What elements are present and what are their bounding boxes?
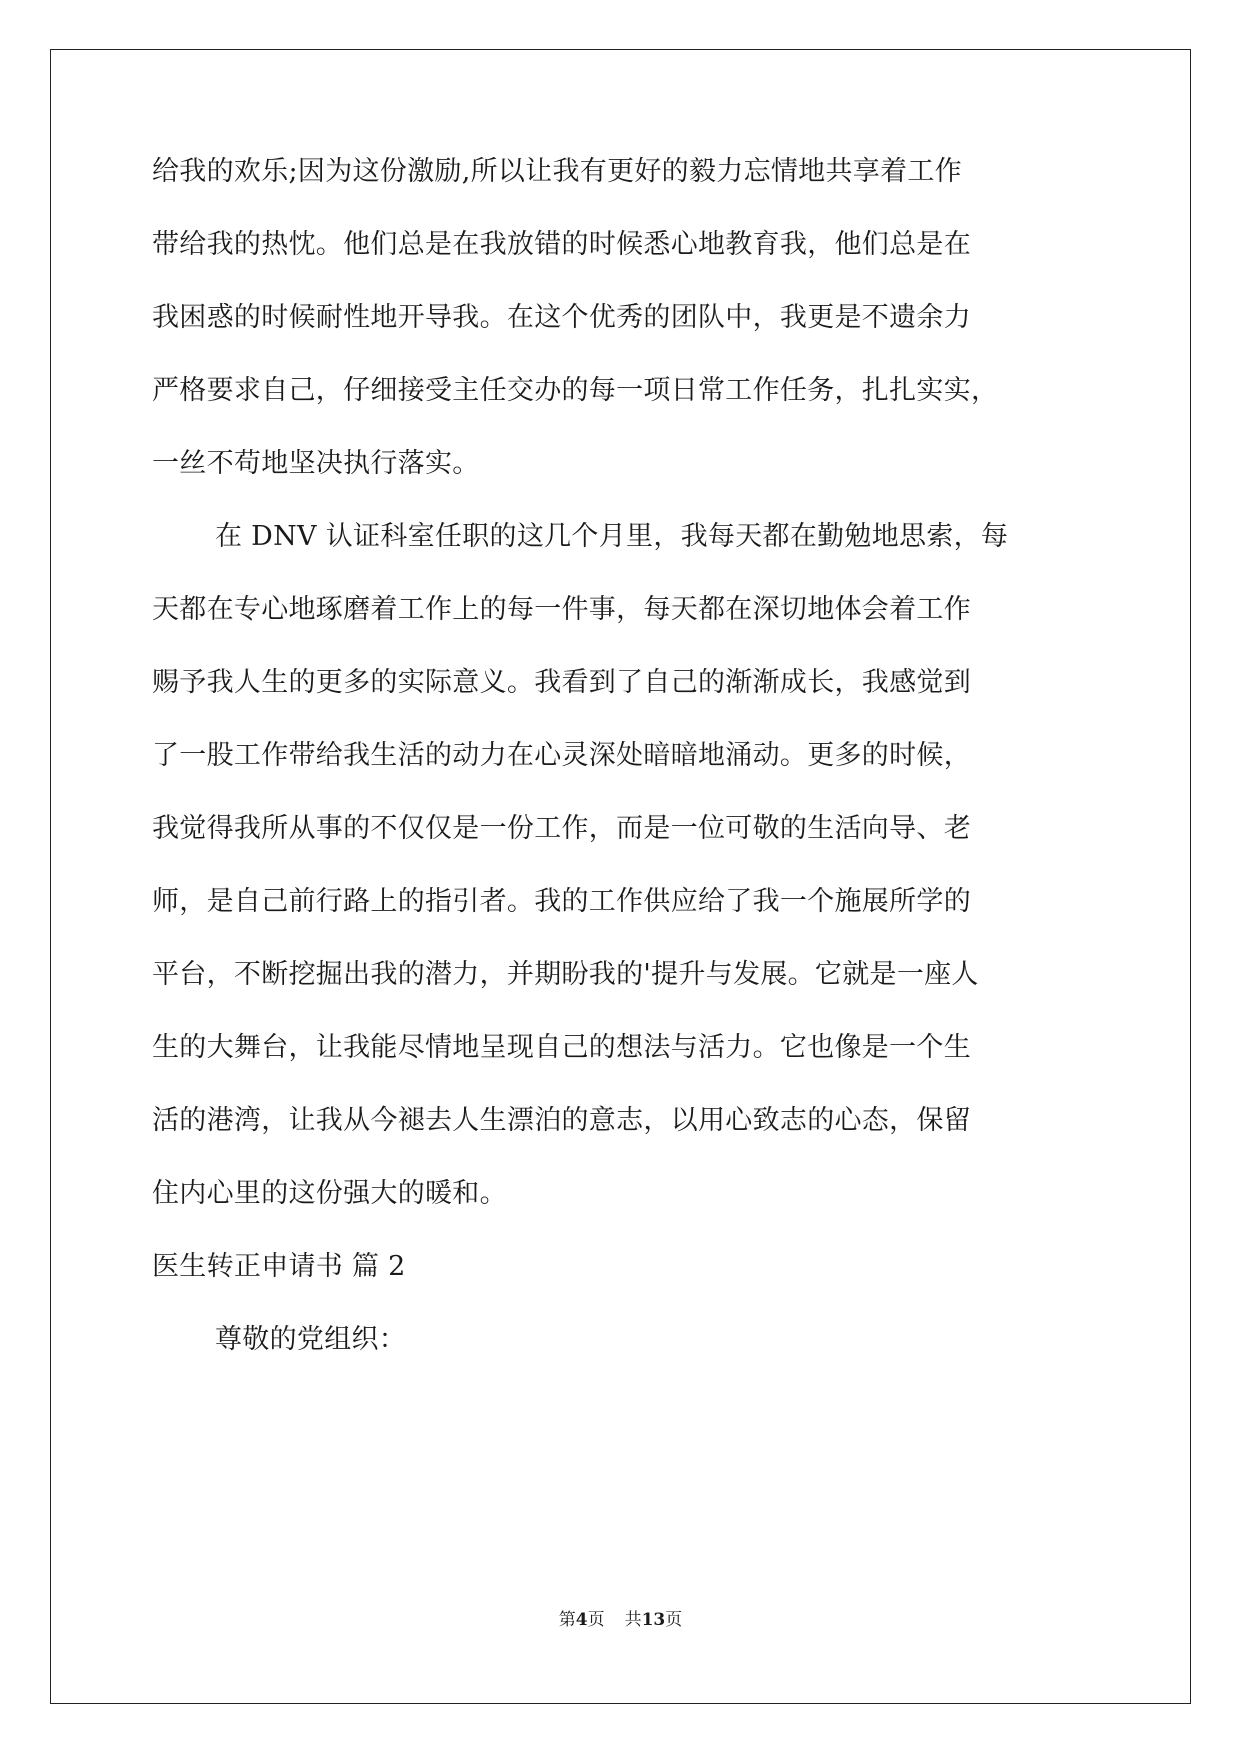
page-footer [0,1609,1241,1631]
paragraph-line: 了一股工作带给我生活的动力在心灵深处暗暗地涌动。更多的时候， [152,740,971,771]
paragraph-line: 给我的欢乐;因为这份激励,所以让我有更好的毅力忘情地共享着工作 [152,156,962,187]
paragraph-line: 我困惑的时候耐性地开导我。在这个优秀的团队中，我更是不遗余力 [152,302,971,333]
total-suffix: 页 [665,1610,683,1630]
page-number: 4 [575,1610,588,1630]
page-suffix: 页 [587,1610,605,1630]
paragraph-line: 带给我的热忱。他们总是在我放错的时候悉心地教育我，他们总是在 [152,229,971,260]
paragraph-line: 严格要求自己，仔细接受主任交办的每一项日常工作任务，扎扎实实， [152,375,999,406]
paragraph-line: 一丝不苟地坚决执行落实。 [152,448,480,479]
section-heading: 医生转正申请书 篇 2 [152,1251,406,1282]
paragraph-line: 师，是自己前行路上的指引者。我的工作供应给了我一个施展所学的 [152,886,971,917]
page-prefix: 第 [558,1610,576,1630]
paragraph-line: 在 DNV 认证科室任职的这几个月里，我每天都在勤勉地思索，每 [215,521,1009,552]
paragraph-line: 生的大舞台，让我能尽情地呈现自己的想法与活力。它也像是一个生 [152,1032,971,1063]
paragraph-line: 住内心里的这份强大的暖和。 [152,1178,507,1209]
page-border [50,49,1191,1704]
paragraph-line: 我觉得我所从事的不仅仅是一份工作，而是一位可敬的生活向导、老 [152,813,971,844]
paragraph-line: 平台，不断挖掘出我的潜力，并期盼我的'提升与发展。它就是一座人 [152,959,979,990]
paragraph-line: 赐予我人生的更多的实际意义。我看到了自己的渐渐成长，我感觉到 [152,667,971,698]
paragraph-line: 天都在专心地琢磨着工作上的每一件事，每天都在深切地体会着工作 [152,594,971,625]
salutation: 尊敬的党组织： [215,1324,407,1355]
paragraph-line: 活的港湾，让我从今褪去人生漂泊的意志，以用心致志的心态，保留 [152,1105,971,1136]
total-pages: 13 [641,1610,666,1630]
total-prefix: 共 [624,1610,642,1630]
